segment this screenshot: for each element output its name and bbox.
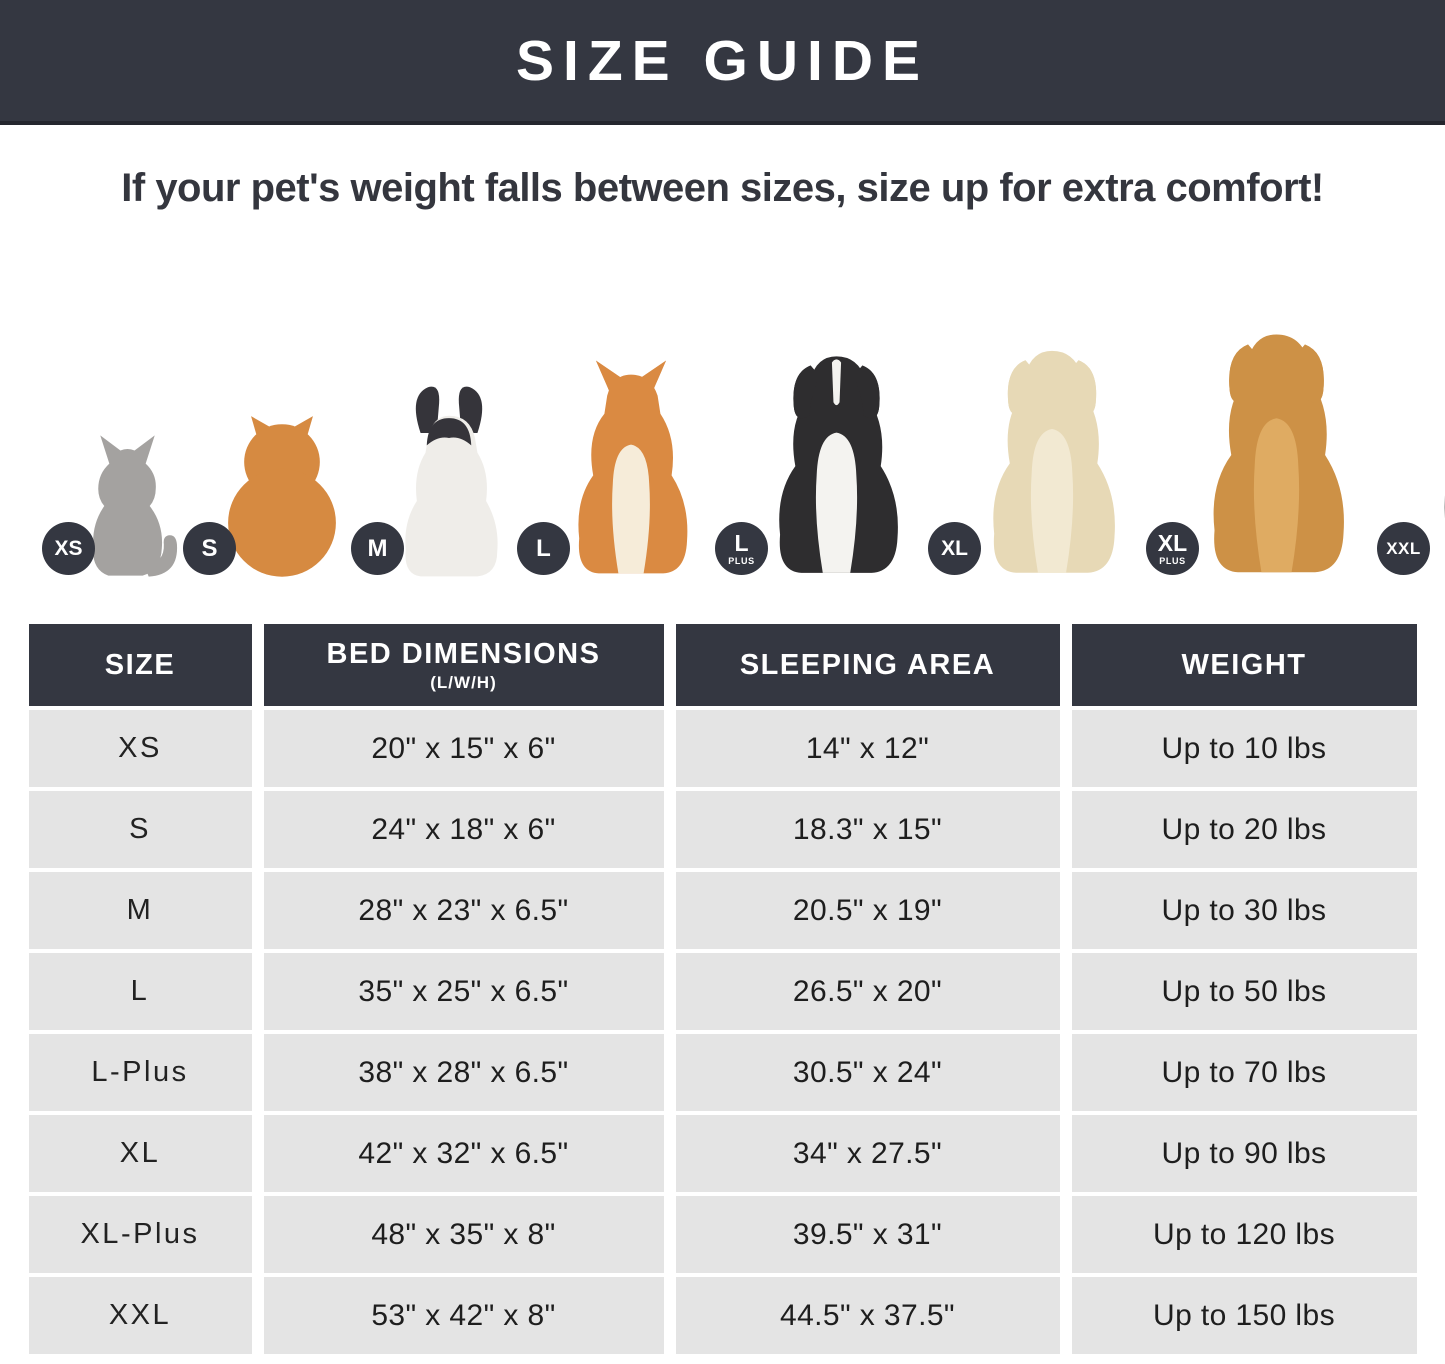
cell-bed-dimensions-row-5: 38" x 28" x 6.5" [264,1034,664,1111]
pet-golden-retriever [1146,311,1377,579]
pet-pomeranian [183,407,351,579]
size-badge-french-bulldog [351,522,404,575]
size-badge-label: XXL [1386,539,1421,558]
cell-size-row-5: L-Plus [29,1034,252,1111]
page-title: SIZE GUIDE [515,28,930,93]
cell-size-row-8: XXL [29,1277,252,1354]
golden-retriever-illustration [1176,311,1377,579]
size-badge-doberman [1377,522,1430,575]
column-header-weight [1072,624,1417,706]
size-badge-shiba-inu [517,522,570,575]
column-header-label: SLEEPING AREA [739,648,996,681]
cell-weight-row-7: Up to 120 lbs [1072,1196,1417,1273]
size-table [29,624,1417,1354]
size-badge-label: XS [54,537,83,560]
pet-french-bulldog [351,381,517,579]
cell-sleeping-area-row-4: 26.5" x 20" [676,953,1060,1030]
column-header-sleeping-area [676,624,1060,706]
cell-weight-row-2: Up to 20 lbs [1072,791,1417,868]
cell-sleeping-area-row-2: 18.3" x 15" [676,791,1060,868]
cell-bed-dimensions-row-1: 20" x 15" x 6" [264,710,664,787]
cell-bed-dimensions-row-6: 42" x 32" x 6.5" [264,1115,664,1192]
cell-weight-row-6: Up to 90 lbs [1072,1115,1417,1192]
cell-sleeping-area-row-6: 34" x 27.5" [676,1115,1060,1192]
size-badge-pomeranian [183,522,236,575]
size-badge-label: M [367,534,388,562]
border-collie-illustration [745,335,928,579]
cell-bed-dimensions-row-4: 35" x 25" x 6.5" [264,953,664,1030]
cell-size-row-2: S [29,791,252,868]
size-badge-label: L [734,529,749,556]
cell-bed-dimensions-row-7: 48" x 35" x 8" [264,1196,664,1273]
column-header-size [29,624,252,706]
cell-weight-row-1: Up to 10 lbs [1072,710,1417,787]
column-header-label: BED DIMENSIONS [326,637,601,670]
size-badge-sub-label: PLUS [728,555,755,566]
cell-size-row-3: M [29,872,252,949]
column-header-bed-dimensions [264,624,664,706]
cell-sleeping-area-row-1: 14" x 12" [676,710,1060,787]
column-header-sublabel: (L/W/H) [430,672,497,692]
size-badge-labrador [928,522,981,575]
pet-size-lineup [42,277,1421,579]
pet-shiba-inu [517,355,715,579]
cell-weight-row-4: Up to 50 lbs [1072,953,1417,1030]
pet-labrador [928,329,1146,579]
size-badge-label: L [536,534,551,562]
size-badge-label: XL [1157,529,1188,556]
pet-cat [42,427,183,579]
column-header-label: SIZE [104,648,176,681]
cell-size-row-4: L [29,953,252,1030]
size-badge-border-collie [715,522,768,575]
shiba-inu-illustration [547,355,715,579]
size-badge-golden-retriever [1146,522,1199,575]
size-badge-cat [42,522,95,575]
cell-sleeping-area-row-8: 44.5" x 37.5" [676,1277,1060,1354]
cell-bed-dimensions-row-3: 28" x 23" x 6.5" [264,872,664,949]
cell-sleeping-area-row-7: 39.5" x 31" [676,1196,1060,1273]
banner [0,0,1445,125]
size-badge-label: XL [941,537,968,560]
cell-weight-row-8: Up to 150 lbs [1072,1277,1417,1354]
size-badge-label: S [201,534,218,562]
cell-weight-row-3: Up to 30 lbs [1072,872,1417,949]
pet-border-collie [715,335,928,579]
cell-bed-dimensions-row-2: 24" x 18" x 6" [264,791,664,868]
cell-size-row-6: XL [29,1115,252,1192]
size-badge-sub-label: PLUS [1159,555,1186,566]
pet-doberman [1377,289,1445,579]
cell-bed-dimensions-row-8: 53" x 42" x 8" [264,1277,664,1354]
cell-size-row-1: XS [29,710,252,787]
cell-weight-row-5: Up to 70 lbs [1072,1034,1417,1111]
cell-sleeping-area-row-3: 20.5" x 19" [676,872,1060,949]
column-header-label: WEIGHT [1181,648,1307,681]
subtitle: If your pet's weight falls between sizes, size up for extra comfort! [121,166,1324,210]
labrador-illustration [958,329,1146,579]
cell-size-row-7: XL-Plus [29,1196,252,1273]
cell-sleeping-area-row-5: 30.5" x 24" [676,1034,1060,1111]
